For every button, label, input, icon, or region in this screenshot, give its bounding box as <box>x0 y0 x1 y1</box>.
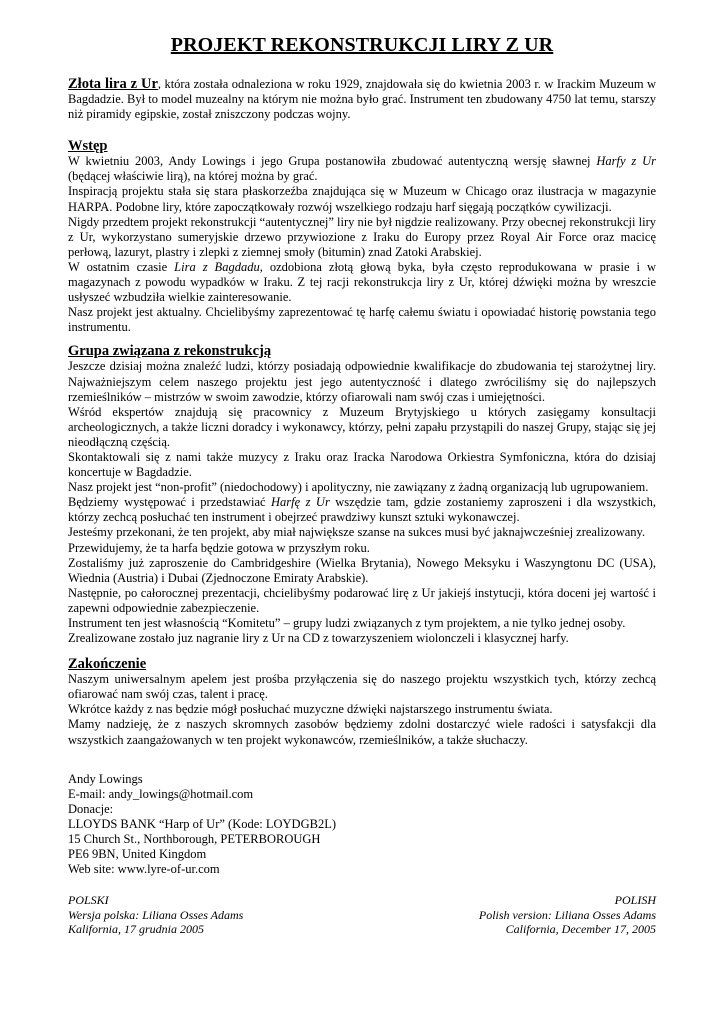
paragraph: Inspiracją projektu stała się stara płaskorzeźba znajdująca się w Muzeum w Chicago oraz ilustracja w magazynie HARPA. Podobne liry, które zapoczątkowały rozwój wszelkiego rodzaju harf sięgają początków cywilizacji. <box>68 184 656 214</box>
contact-address-line1: 15 Church St., Northborough, PETERBOROUGH <box>68 832 321 847</box>
emphasis: Harfę z Ur <box>271 495 330 510</box>
contact-email: E-mail: andy_lowings@hotmail.com <box>68 786 254 801</box>
paragraph: Nasz projekt jest aktualny. Chcielibyśmy zaprezentować tę harfę całemu światu i opowiadać historię powstania tego instrumentu. <box>68 305 656 335</box>
paragraph: Mamy nadzieję, że z naszych skromnych zasobów będziemy zdolni dostarczyć wiele radości i satysfakcji dla wszystkich zaangażowanych w ten projekt wykonawców, rzemieślników, a także słuchaczy. <box>68 717 656 747</box>
paragraph: Wśród ekspertów znajdują się pracownicy z Muzeum Brytyjskiego u których zasięgamy konsultacji archeologicznych, a także liczni doradcy i wykonawcy, którzy, pełni zapału przystąpili do naszej Grupy, stając się jej nieodłączną częścią. <box>68 404 656 449</box>
section-heading-wstep: Wstęp <box>68 138 108 155</box>
intro-lead: Złota lira z Ur <box>68 76 158 92</box>
footer-right-lang: POLISH <box>614 893 656 908</box>
paragraph: Następnie, po całorocznej prezentacji, chcielibyśmy podarować lirę z Ur jakiejś instytucji, która doceni jej wartość i zapewni odpowiednie zabezpieczenie. <box>68 585 656 615</box>
contact-address-line2: PE6 9BN, United Kingdom <box>68 847 207 862</box>
paragraph: Zrealizowane zostało juz nagranie liry z Ur na CD z towarzyszeniem wiolonczeli i klasycznej harfy. <box>68 631 569 646</box>
contact-bank: LLOYDS BANK “Harp of Ur” (Kode: LOYDGB2L) <box>68 816 336 831</box>
footer-left-lang: POLSKI <box>68 893 109 908</box>
text: Będziemy występować i przedstawiać <box>68 495 271 510</box>
paragraph: Przewidujemy, że ta harfa będzie gotowa w przyszłym roku. <box>68 540 370 555</box>
section-heading-zakonczenie: Zakończenie <box>68 656 147 673</box>
contact-donations: Donacje: <box>68 801 114 816</box>
footer-right-date: California, December 17, 2005 <box>505 922 656 937</box>
contact-block <box>68 772 656 878</box>
footer-left <box>68 893 243 937</box>
text: wszędzie tam, gdzie zostaniemy zaproszeni i dla wszystkich, którzy zechcą posłuchać ten instrument i obejrzeć prawdziwy kunszt sztuki wykonawczej. <box>68 495 656 525</box>
footer-right-version: Polish version: Liliana Osses Adams <box>478 907 656 922</box>
paragraph <box>68 154 656 184</box>
text: W ostatnim czasie <box>68 259 175 274</box>
text: (będącej właściwie lirą), na której można by grać. <box>68 169 318 184</box>
footer-left-version: Wersja polska: Liliana Osses Adams <box>68 907 244 922</box>
footer-left-date: Kalifornia, 17 grudnia 2005 <box>68 922 205 937</box>
paragraph: Wkrótce każdy z nas będzie mógł posłuchać muzyczne dźwięki najstarszego instrumentu świata. <box>68 702 553 717</box>
emphasis: Harfy z Ur <box>596 154 656 169</box>
paragraph: Jeszcze dzisiaj można znaleźć ludzi, którzy posiadają odpowiednie kwalifikacje do zbudowania tej starożytnej liry. Najważniejszym celem naszego projektu jest jego autentyczność i dlatego zwróciliśmy się do najlepszych rzemieślników – mistrzów w swoim zawodzie, którzy ofiarowali nam swój czas i umiejętności. <box>68 359 656 404</box>
paragraph <box>68 495 656 525</box>
paragraph <box>68 260 656 305</box>
document-page <box>68 34 656 937</box>
paragraph: Skontaktowali się z nami także muzycy z Iraku oraz Iracka Narodowa Orkiestra Symfoniczna, która do dzisiaj koncertuje w Bagdadzie. <box>68 449 656 480</box>
intro-paragraph <box>68 77 656 122</box>
document-title: PROJEKT REKONSTRUKCJI LIRY Z UR <box>170 34 554 56</box>
section-heading-grupa: Grupa związana z rekonstrukcją <box>68 343 272 360</box>
contact-name: Andy Lowings <box>68 771 143 786</box>
contact-website: Web site: www.lyre-of-ur.com <box>68 862 220 877</box>
footer-right <box>479 893 656 937</box>
footer <box>68 893 656 937</box>
paragraph: Jesteśmy przekonani, że ten projekt, aby miał największe szanse na sukces musi być jaknajwcześniej zrealizowany. <box>68 525 646 540</box>
paragraph: Zostaliśmy już zaproszenie do Cambridgeshire (Wielka Brytania), Nowego Meksyku i Waszyngtonu DC (USA), Wiednia (Austria) i Dubai (Zjednoczone Emiraty Arabskie). <box>68 555 656 585</box>
text: W kwietniu 2003, Andy Lowings i jego Grupa postanowiła zbudować autentyczną wersję sławnej <box>68 154 597 169</box>
intro-text: , która została odnaleziona w roku 1929, znajdowała się do kwietnia 2003 r. w Irackim Muzeum w Bagdadzie. Był to model muzealny na którym nie można było grać. Instrument ten zbudowany 4750 lat temu, starszy niż piramidy egipskie, został zniszczony podczas wojny. <box>68 77 656 122</box>
paragraph: Naszym uniwersalnym apelem jest prośba przyłączenia się do naszego projektu wszystkich tych, którzy zechcą ofiarować nam swój czas, talent i pracę. <box>68 672 656 702</box>
text: , ozdobiona złotą głową byka, była często reprodukowana w prasie i w magazynach z powodu wypadków w Iraku. Z tej racji rekonstrukcja liry z Ur, której dźwięki można by wreszcie usłyszeć wzbudziła wielkie zainteresowanie. <box>68 259 657 305</box>
paragraph: Instrument ten jest własnością “Komitetu” – grupy ludzi związanych z tym projektem, a nie tylko jednej osoby. <box>68 616 626 630</box>
paragraph: Nigdy przedtem projekt rekonstrukcji “autentycznej” liry nie był nigdzie realizowany. Przy obecnej rekonstrukcji liry z Ur, wykorzystano sumeryjskie drzewo przywiozione z Iraku do Europy przez Royal Air Force oraz macicę perłową, lazuryt, plastry i zlepki z ziemnej smoły (bitumin) znad Zatoki Arabskiej. <box>68 214 656 259</box>
emphasis: Lira z Bagdadu <box>174 259 260 274</box>
paragraph: Nasz projekt jest “non-profit” (niedochodowy) i apolityczny, nie zawiązany z żadną organizacją lub ugrupowaniem. <box>68 480 649 495</box>
